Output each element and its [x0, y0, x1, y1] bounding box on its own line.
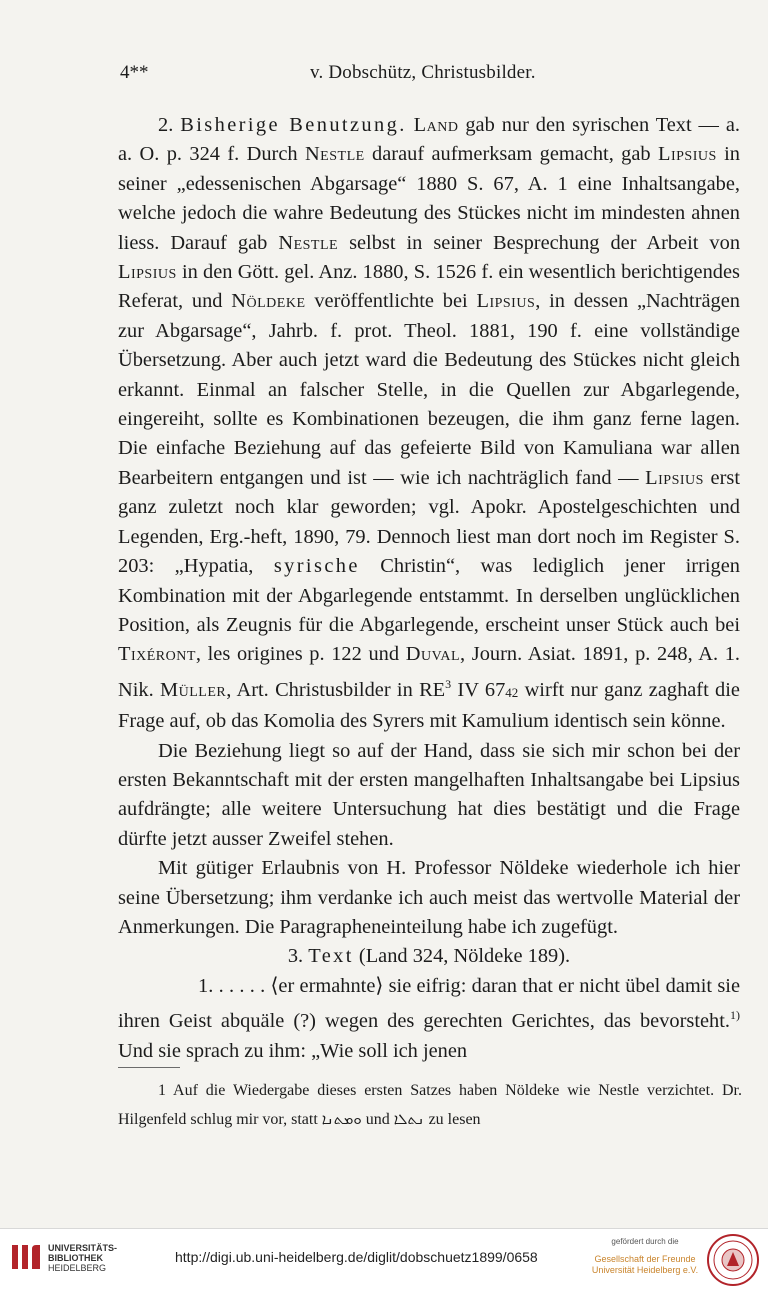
section-3-source: (Land 324, Nöldeke 189). — [353, 945, 571, 968]
text-run: 1 Auf die Wiedergabe dieses ersten Satzes haben Nöldeke wie Nestle verzichtet. Dr. Hilgenfeld schlug mir vor, statt — [118, 1082, 742, 1128]
body-text — [118, 111, 740, 1066]
section-2-number: 2. — [158, 114, 174, 136]
text-run: darauf aufmerksam gemacht, gab — [364, 143, 659, 166]
author-noeldeke: Nöldeke — [231, 290, 306, 313]
permalink-url[interactable]: http://digi.ub.uni-heidelberg.de/diglit/dobschuetz1899/0658 — [175, 1249, 538, 1265]
author-land: Land — [413, 114, 459, 136]
author-duval: Duval — [405, 643, 461, 666]
text-run: zu lesen — [424, 1111, 481, 1128]
text-run: in seiner „edessenischen Abgarsage“ 1880 S. 67, A. 1 eine Inhaltsangabe, welche jedoch die wahre Bedeutung des Stückes nicht im mindesten ahnen liess. Darauf gab — [118, 143, 741, 254]
sponsor-org: Gesellschaft der Freunde — [594, 1254, 696, 1264]
text-run: veröffentlichte bei — [305, 290, 477, 313]
author-mueller: Müller — [159, 678, 227, 701]
library-line: BIBLIOTHEK — [48, 1253, 103, 1263]
sponsor-note: gefördert durch die — [611, 1237, 679, 1246]
sponsor-org: Universität Heidelberg e.V. — [591, 1265, 699, 1275]
text-run: 1. . . . . . ⟨er ermahnte⟩ sie eifrig: daran that er nicht übel damit sie ihren Geist abquäle (?) wegen des gerechten Gerichtes, das bevorsteht. — [118, 974, 740, 1033]
syriac-word-1: ܘܡܬܢܐ — [321, 1110, 362, 1128]
text-run: , in dessen „Nachträgen zur Abgarsage“, Jahrb. f. prot. Theol. 1881, 190 f. eine vollständige Übersetzung. Aber auch jetzt ward die Bedeutung des Stückes nicht gleich erkannt. Einmal an falscher Stelle, in die Quellen zur Abgarlegende, eingereiht, sollte es Kombinationen bezeugen, die ihm ganz ferne lagen. Die einfache Beziehung auf das gefeierte Bild von Kamuliana war allen Bearbeitern entgangen und ist — wie ich nachträglich fand — — [118, 290, 740, 489]
library-line: UNIVERSITÄTS- — [48, 1243, 118, 1253]
digitization-footer — [0, 1228, 768, 1289]
library-name — [48, 1243, 117, 1273]
author-lipsius: Lipsius — [658, 143, 717, 166]
text-run: in den Gött. gel. Anz. 1880, S. 1526 f. ein wesentlich berichtigendes Referat, und — [118, 261, 740, 313]
section-3-title: Text — [308, 945, 354, 968]
running-title: v. Dobschütz, Christusbilder. — [310, 62, 536, 83]
line-subscript: 42 — [505, 684, 519, 700]
edition-superscript: 3 — [445, 676, 452, 691]
university-library-logo-icon[interactable] — [8, 1239, 44, 1275]
footnotes — [118, 1077, 742, 1134]
syriac-word-2: ܢܬܠܐ — [393, 1110, 425, 1128]
footnote-reference[interactable]: 1) — [730, 1008, 740, 1023]
section-3-heading — [118, 942, 740, 971]
section-2-paragraph — [118, 111, 740, 737]
text-run: , les origines p. 122 und — [195, 643, 406, 666]
text-run: gab nur den syrischen Text — a. a. O. p. 324 f. Durch — [118, 114, 740, 166]
author-nestle: Nestle — [278, 231, 339, 254]
footnote-rule — [118, 1067, 180, 1068]
author-lipsius: Lipsius — [476, 290, 536, 313]
author-lipsius: Lipsius — [645, 466, 704, 489]
footnote-1 — [118, 1077, 742, 1134]
text-run: selbst in seiner Besprechung der Arbeit von — [338, 231, 741, 254]
author-lipsius: Lipsius — [118, 261, 177, 284]
text-run: wirft nur ganz zaghaft die Frage auf, ob das Komolia des Syrers mit Kamulium identisch sein könne. — [118, 678, 740, 733]
spaced-syrische: syrische — [273, 555, 360, 578]
section-2-heading: Bisherige Benutzung. — [180, 114, 407, 136]
text-run: Christin“, was lediglich jener irrigen Kombination mit der Abgarlegende entstammt. In derselben unglücklichen Position, als Zeugnis für die Abgarlegende, erscheint unser Stück auch bei — [118, 555, 740, 636]
university-seal-icon[interactable] — [706, 1233, 760, 1287]
text-paragraph-1 — [118, 972, 740, 1066]
author-tixeront: Tixéront — [118, 643, 196, 666]
section-3-number: 3. — [287, 945, 304, 968]
page-number: 4** — [120, 62, 149, 83]
library-line: HEIDELBERG — [48, 1263, 107, 1273]
paragraph-erlaubnis: Mit gütiger Erlaubnis von H. Professor Nöldeke wiederhole ich hier seine Übersetzung; ihm verdanke ich auch meist das wertvolle Material der Anmerkungen. Die Paragrapheneinteilung habe ich zugefügt. — [118, 857, 740, 938]
text-run: und — [361, 1111, 394, 1128]
text-run: , Journ. Asiat. 1891, p. 248, A. 1. Nik. — [118, 643, 740, 701]
paragraph-beziehung: Die Beziehung liegt so auf der Hand, dass sie sich mir schon bei der ersten Bekanntschaft mit der ersten mangelhaften Inhaltsangabe bei Lipsius aufdrängte; alle weitere Untersuchung hat dies bestätigt und die Frage dürfte jetzt ausser Zweifel stehen. — [118, 739, 740, 850]
text-run: erst ganz zuletzt noch klar geworden; vgl. Apokr. Apostelgeschichten und Legenden, Erg.-heft, 1890, 79. Dennoch liest man dort noch im Register S. 203: „Hypatia, — [118, 466, 740, 578]
text-run: , Art. Christusbilder in RE — [226, 678, 446, 701]
text-run: IV 67 — [451, 678, 506, 701]
text-run: Und sie sprach zu ihm: „Wie soll ich jenen — [118, 1039, 468, 1062]
sponsor-credit — [590, 1237, 700, 1276]
author-nestle: Nestle — [304, 143, 365, 166]
